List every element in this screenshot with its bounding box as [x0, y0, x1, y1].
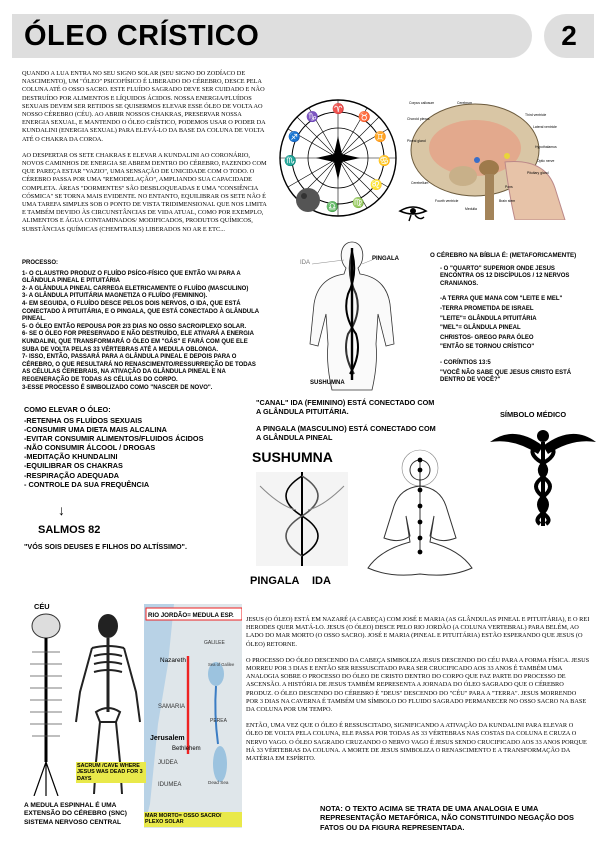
biblia-item: -A TERRA QUE MANA COM "LEITE E MEL" — [440, 296, 563, 303]
svg-text:♑: ♑ — [306, 112, 319, 123]
map-samaria-label: SAMARIA — [158, 704, 186, 710]
page-number: 2 — [544, 14, 594, 58]
biblia-item: "ENTÃO SE TORNOU CRÍSTICO" — [440, 344, 535, 351]
caduceus-pingala-label: PINGALA — [250, 575, 300, 587]
processo-step: 3- A GLÂNDULA PITUITÁRIA MAGNETIZA O FLUÍDO (FEMININO). — [22, 293, 208, 300]
elevar-section — [24, 405, 224, 489]
processo-step: 2- A GLÂNDULA PINEAL CARREGA ELETRICAMENTE O FLUÍDO (MASCULINO) — [22, 285, 249, 292]
down-arrow-icon: ↓ — [58, 502, 65, 518]
intro-paragraph-1: QUANDO A LUA ENTRA NO SEU SIGNO SOLAR (SEU SIGNO DO ZODÍACO DE NASCIMENTO), UM "ÓLEO" PSICOFÍSICO É LIBERADO DO CÉREBRO, DESCE PELA COLUNA ATÉ O OSSO SACRO. ESTE FLUÍDO SAGRADO DEVE SER CUIDADO E NÃO DESTRUÍDO POR ALIMENTOS E LÍQUIDOS ÁCIDOS. NOSSA ENERGIA/FLUÍDOS SEXUAIS DEVEM SER RETIDOS SE QUISERMOS ELEVAR ESSE ÓLEO DE VOLTA AO NOSSO CÉREBRO (CÉU). AO ABRIR NOSSOS CHAKRAS, PRESERVAR NOSSA ENERGIA SEXUAL, E MANTENDO O ÓLEO CRÍSTICO, PODEMOS USAR O PODER DA KUNDALINI (ENERGIA SEXUAL) PARA ELEVÁ-LO DA BASE DA COLUNA DE VOLTA ATÉ O CHAKRA DA COROA. — [22, 70, 266, 143]
svg-text:♍: ♍ — [352, 198, 365, 209]
map-idumea-label: IDUMEA — [158, 782, 182, 788]
map-galilee-label: GALILEE — [204, 640, 225, 646]
elevar-item: -MEDITAÇÃO KHUNDALINI — [24, 452, 118, 462]
svg-text:♌: ♌ — [370, 180, 383, 191]
canal-captions — [256, 398, 436, 442]
processo-step: 5- O ÓLEO ENTÃO REPOUSA POR 2/3 DIAS NO OSSO SACRO/PLEXO SOLAR. — [22, 323, 247, 330]
brain-label: Pituitary gland — [527, 171, 549, 175]
biblia-item: CHRISTOS- GREGO PARA ÓLEO — [440, 334, 534, 341]
elevar-item: -NÃO CONSUMIR ÁLCOOL / DROGAS — [24, 443, 156, 453]
processo-step: 4- EM SEGUIDA, O FLUÍDO DESCE PELOS DOIS NERVOS, O IDA, QUE ESTÁ CONECTADO À PITUITÁRIA, E O PINGALA, QUE ESTÁ CONECTADO À GLÂNDULA PINEAL. — [22, 300, 259, 323]
title-bar — [12, 14, 532, 58]
brain-label: Cerebellum — [411, 181, 429, 185]
caduceus-image — [484, 424, 602, 526]
intro-paragraph-2: AO DESPERTAR OS SETE CHAKRAS E ELEVAR A KUNDALINI AO CORONÁRIO, NOVOS CAMINHOS DE ENERGIA SE ABREM DENTRO DO CÉREBRO, FAZENDO COM QUE PAREÇA ESTAR "VAZIO", UMA SENSAÇÃO DE UNICIDADE COM O TODO. O CÉREBRO PASSA POR UMA "REMODELAÇÃO", AMPLIANDO SUA CAPACIDADE COMPLETA. ÁREAS "DORMENTES" SÃO DESBLOQUEADAS E UMA "CONSIÊNCIA CÓSMICA" SE TORNA MAIS EVIDENTE. NO ENTANTO, EQUILIBRAR OS SETE NÃO É UMA TAREFA SIMPLES SOB O PONTO DE VISTA TRIDIMENSIONAL QUE NOS LIMITA E TAMBÉM DEVIDO ÀS CIRCUNSTÂNCIAS DE VIDA ATUAL, COMO POR EXEMPLO, ALIMENTOS E ÁGUA CONTAMINADOS/ MODIFICADOS, PRODUTOS QUÍMICOS, SUBSTÂNCIAS QUÍMICAS (CHEMTRAILS) LIBERADOS NO AR E ETC... — [22, 151, 267, 233]
processo-step: 7- ISSO, ENTÃO, PASSARÁ PARA A GLÂNDULA PINEAL E DEPOIS PARA O CÉREBRO, O QUE RESULTARÁ NO RENASCIMENTO/RESSURREIÇÃO DE TODAS AS CÉLULAS CEREBRAIS, NA ATIVAÇÃO DA GLÂNDULA PINEAL E NA REGENERAÇÃO DE TODAS AS CÉLULAS DO CORPO. — [22, 354, 256, 383]
brain-label: Third ventricle — [525, 113, 547, 117]
meditating-figure-image — [360, 446, 480, 588]
pingala-label: PINGALA — [372, 256, 399, 262]
map-nazareth-label: Nazareth — [160, 657, 186, 664]
brain-label: Pineal gland — [407, 139, 426, 143]
ida-caption: "CANAL" IDA (FEMININO) ESTÁ CONECTADO COM A GLÂNDULA PITUITÁRIA. — [256, 398, 435, 416]
brain-label: Medulla — [465, 207, 477, 211]
svg-text:♏: ♏ — [284, 156, 297, 167]
biblia-item: -TERRA PROMETIDA DE ISRAEL — [440, 305, 534, 312]
svg-text:♐: ♐ — [288, 132, 301, 143]
pingala-caption: A PINGALA (MASCULINO) ESTÁ CONECTADO COM A GLÂNDULA PINEAL — [256, 424, 436, 442]
page-header — [12, 14, 594, 58]
processo-heading: PROCESSO: — [22, 260, 59, 266]
processo-step: 3-ESSE PROCESSO É SIMBOLIZADO COMO "NASCER DE NOVO". — [22, 384, 213, 391]
nota-text: NOTA: O TEXTO ACIMA SE TRATA DE UMA ANALOGIA E UMA REPRESENTAÇÃO METAFÓRICA, NÃO CONSTITUINDO NEGAÇÃO DOS FATOS OU DA FIGURA REPRESENTADA. — [320, 804, 574, 832]
biblia-item: "MEL"= GLÂNDULA PINEAL — [440, 325, 521, 332]
story-text — [246, 616, 590, 763]
eye-of-horus-icon — [398, 204, 428, 222]
brain-diagram — [405, 98, 575, 220]
ida-label: IDA — [300, 260, 311, 266]
salmos-title: SALMOS 82 — [38, 524, 101, 536]
elevar-item: -EVITAR CONSUMIR ALIMENTOS/FLUIDOS ÁCIDOS — [24, 434, 204, 444]
processo-section — [22, 260, 262, 392]
caduceus-ida-label: IDA — [312, 575, 331, 587]
elevar-item: -EQUILIBRAR OS CHAKRAS — [24, 461, 123, 471]
brain-label: Pons — [505, 185, 513, 189]
processo-step: 1- O CLAUSTRO PRODUZ O FLUÍDO PSÍCO-FÍSICO QUE ENTÃO VAI PARA A GLÂNDULA PINEAL E PITUITÁRIA — [22, 270, 241, 285]
svg-text:♉: ♉ — [358, 112, 371, 123]
biblia-heading: O CÉREBRO NA BÍBLIA É: (METAFORICAMENTE) — [430, 252, 577, 259]
sushumna-label: SUSHUMNA — [310, 380, 345, 386]
story-paragraph-3: ENTÃO, UMA VEZ QUE O ÓLEO É RESSUSCITADO, SIGNIFICANDO A ATIVAÇÃO DA KUNDALINI PARA ELEVAR O ÓLEO DE VOLTA PELA COLUNA, ELE PASSA POR TODAS AS 33 VÉRTEBRAS NAS COSTAS DA COLUNA E CRUZA O NERVO VAGO. O ÓLEO SAGRADO CRUZANDO O NERVO VAGO É JESUS SENDO CRUCIFICADO AOS 33 ANOS PORQUE HÁ 33 VÉRTEBRAS DA COLUNA. A MORTE DE JESUS SIMBOLIZA O RENASCIMENTO E A TRANSFORMAÇÃO DA MATÉRIA EM ESPÍRITO. — [246, 722, 587, 763]
elevar-item: -RETENHA OS FLUÍDOS SEXUAIS — [24, 416, 143, 425]
story-paragraph-2: O PROCESSO DO ÓLEO DESCENDO DA CABEÇA SIMBOLIZA JESUS DESCENDO DO CÉU PARA A FORMA FÍSICA. JESUS MORREU POR 3 DIAS E ENTÃO SER RESSUSCITADO PARA SER CRUCIFICADO AOS 33 ANOS É TAMBÉM UMA ANALOGIA SOBRE O PROCESSO DO ÓLEO DE CRISTO DENTRO DO CORPO QUE FAZ PARTE DO PROCESSO DE ASCENSÃO. A HISTÓRIA DE JESUS TAMBÉM REPRESENTA A JORNADA DO ÓLEO SAGRADO QUE O CÉREBRO PRODUZ. O ÓLEO DESCENDO DO CÉREBRO É "DEUS" DESCENDO DO "CÉU" PARA A "TERRA". JESUS MORRENDO POR 3 DIAS NA CAVERNA É TAMBÉM UM SÍMBOLO DO FLUIDO SAGRADO PERMANECER NO OSSO SACRO NA BASE DA COLUNA POR UM TEMPO. — [246, 656, 590, 714]
biblia-ref-quote: "VOCÊ NÃO SABE QUE JESUS CRISTO ESTÁ DENTRO DE VOCÊ?" — [440, 369, 572, 384]
svg-text:♎: ♎ — [326, 202, 339, 213]
sushumna-heading: SUSHUMNA — [252, 449, 333, 465]
brain-label: Cerebrum — [457, 101, 473, 105]
map-perea-label: PEREA — [210, 718, 227, 724]
svg-text:♋: ♋ — [378, 156, 391, 167]
brain-label: Hypothalamus — [535, 145, 557, 149]
spinal-cord-image — [24, 612, 68, 796]
map-image — [144, 604, 242, 828]
sacrum-note: SACRUM /CAVE WHERE JESUS WAS DEAD FOR 3 DAYS — [76, 762, 146, 783]
elevar-heading: COMO ELEVAR O ÓLEO: — [24, 405, 111, 414]
sushumna-diagram — [250, 446, 354, 588]
map-judea-label: JUDEA — [158, 760, 178, 766]
svg-text:♈: ♈ — [332, 104, 345, 115]
elevar-item: -RESPIRAÇÃO ADEQUADA — [24, 470, 119, 480]
zodiac-wheel-image — [274, 96, 402, 220]
brain-label: Brain stem — [499, 199, 516, 203]
map-jerusalem-label: Jerusalem — [150, 735, 185, 742]
brain-label: Choroid plexus — [407, 117, 430, 121]
processo-step: 6- SE O ÓLEO FOR PRESERVADO E NÃO DESTRUÍDO, ELE ATIVARÁ A ENERGIA KUNDALINI, QUE TRANSFORMARÁ O ÓLEO EM "GÁS" E FARÁ COM QUE ELE SUBA DE VOLTA PELAS 33 VÉRTEBRAS ATÉ A MEDULA OBLONGA. — [22, 331, 254, 353]
map-dead-label: Dead Sea — [208, 780, 229, 785]
brain-label: Corpus callosum — [409, 101, 435, 105]
page-title: ÓLEO CRÍSTICO — [24, 20, 260, 52]
body-channels-image — [282, 234, 422, 392]
svg-text:♊: ♊ — [374, 132, 387, 143]
brain-label: Lateral ventricle — [533, 125, 557, 129]
brain-label: Fourth ventricle — [435, 199, 459, 203]
biblia-section — [430, 252, 590, 385]
map-sea-label: Sea of Galilee — [208, 662, 235, 667]
biblia-item: "LEITE"= GLÂNDULA PITUITÁRIA — [440, 315, 537, 322]
ceu-label: CÉU — [34, 602, 50, 611]
intro-text — [22, 70, 270, 234]
medula-caption: A MEDULA ESPINHAL É UMA EXTENSÃO DO CÉREBRO (SNC) SISTEMA NERVOSO CENTRAL — [24, 802, 127, 826]
elevar-item: -CONSUMIR UMA DIETA MAIS ALCALINA — [24, 425, 167, 435]
elevar-item: - CONTROLE DA SUA FREQUÊNCIA — [24, 479, 150, 489]
story-paragraph-1: JESUS (O ÓLEO) ESTÁ EM NAZARÉ (A CABEÇA) COM JOSÉ E MARIA (AS GLÂNDULAS PINEAL E PITUITÁRIA), E O REI HERODES QUER MATÁ-LO. JESUS (O ÓLEO) DESCE PELO RIO JORDÃO (A COLUNA VERTEBRAL) PARA BELÉM, AO LADO DO MAR MORTO (O OSSO SACRO). JOSÉ E MARIA (PINEAL E PITUITÁRIA) ESTÃO ESPERANDO QUE JESUS (O ÓLEO) RETORNE. — [246, 616, 590, 648]
map-rio-label: RIO JORDÃO= MEDULA ESP. — [148, 612, 234, 619]
salmos-quote: "VÓS SOIS DEUSES E FILHOS DO ALTÍSSIMO". — [24, 542, 187, 551]
biblia-item: - O "QUARTO" SUPERIOR ONDE JESUS ENCONTRA OS 12 DISCÍPULOS / 12 NERVOS CRANIANOS. — [440, 265, 570, 287]
mar-morto-note: MAR MORTO= OSSO SACRO/ PLEXO SOLAR — [144, 812, 242, 827]
map-bethlehem-label: Bethlehem — [172, 746, 201, 752]
simbolo-title: SÍMBOLO MÉDICO — [500, 410, 567, 419]
brain-label: Optic nerve — [537, 159, 555, 163]
biblia-ref: - CORÍNTIOS 13:5 — [440, 359, 491, 366]
